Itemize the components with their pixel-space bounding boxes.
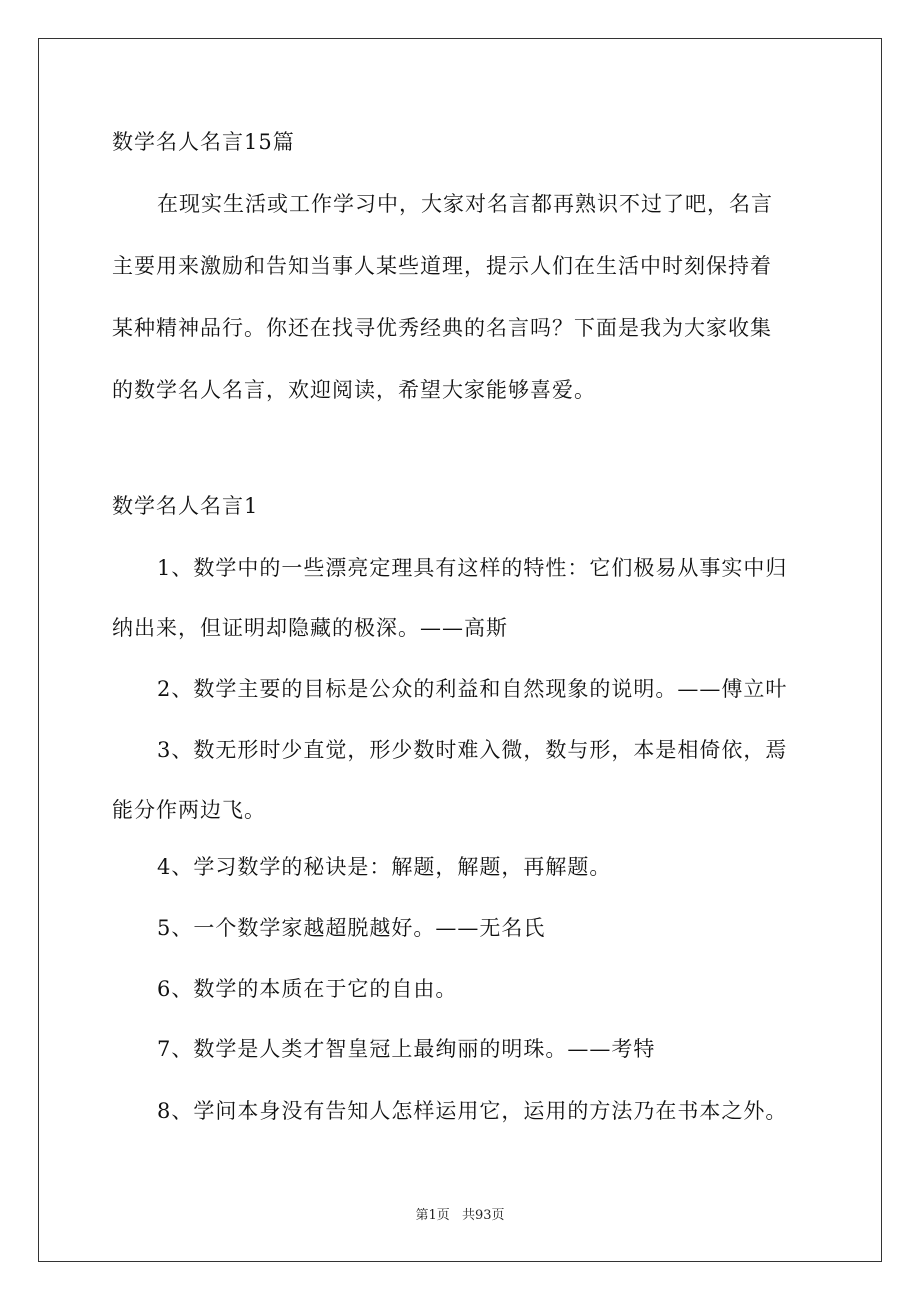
quote-line-7: 5、一个数学家越超脱越好。——无名氏: [157, 916, 546, 940]
quote-line-6: 4、学习数学的秘诀是：解题，解题，再解题。: [157, 855, 612, 879]
page-total: 共93页: [461, 1208, 505, 1223]
intro-line-4: 的数学名人名言，欢迎阅读，希望大家能够喜爱。: [112, 378, 596, 402]
quote-line-1: 1、数学中的一些漂亮定理具有这样的特性：它们极易从事实中归: [157, 556, 788, 580]
quote-line-10: 8、学问本身没有告知人怎样运用它，运用的方法乃在书本之外。: [157, 1099, 788, 1123]
intro-line-1: 在现实生活或工作学习中，大家对名言都再熟识不过了吧，名言: [157, 192, 773, 216]
quote-line-2: 纳出来，但证明却隐藏的极深。——高斯: [112, 616, 508, 640]
quote-line-4: 3、数无形时少直觉，形少数时难入微，数与形，本是相倚依，焉: [157, 738, 788, 762]
page-number: 第1页: [415, 1208, 450, 1223]
quote-line-3: 2、数学主要的目标是公众的利益和自然现象的说明。——傅立叶: [157, 677, 788, 701]
intro-line-3: 某种精神品行。你还在找寻优秀经典的名言吗？下面是我为大家收集: [112, 316, 772, 340]
quote-line-5: 能分作两边飞。: [112, 798, 266, 822]
intro-line-2: 主要用来激励和告知当事人某些道理，提示人们在生活中时刻保持着: [112, 254, 772, 278]
page-footer: [0, 1207, 920, 1225]
section-heading: 数学名人名言1: [112, 494, 259, 518]
quote-line-9: 7、数学是人类才智皇冠上最绚丽的明珠。——考特: [157, 1037, 656, 1061]
page-border: [38, 38, 882, 1262]
document-title: 数学名人名言15篇: [112, 130, 295, 154]
quote-line-8: 6、数学的本质在于它的自由。: [157, 977, 458, 1001]
